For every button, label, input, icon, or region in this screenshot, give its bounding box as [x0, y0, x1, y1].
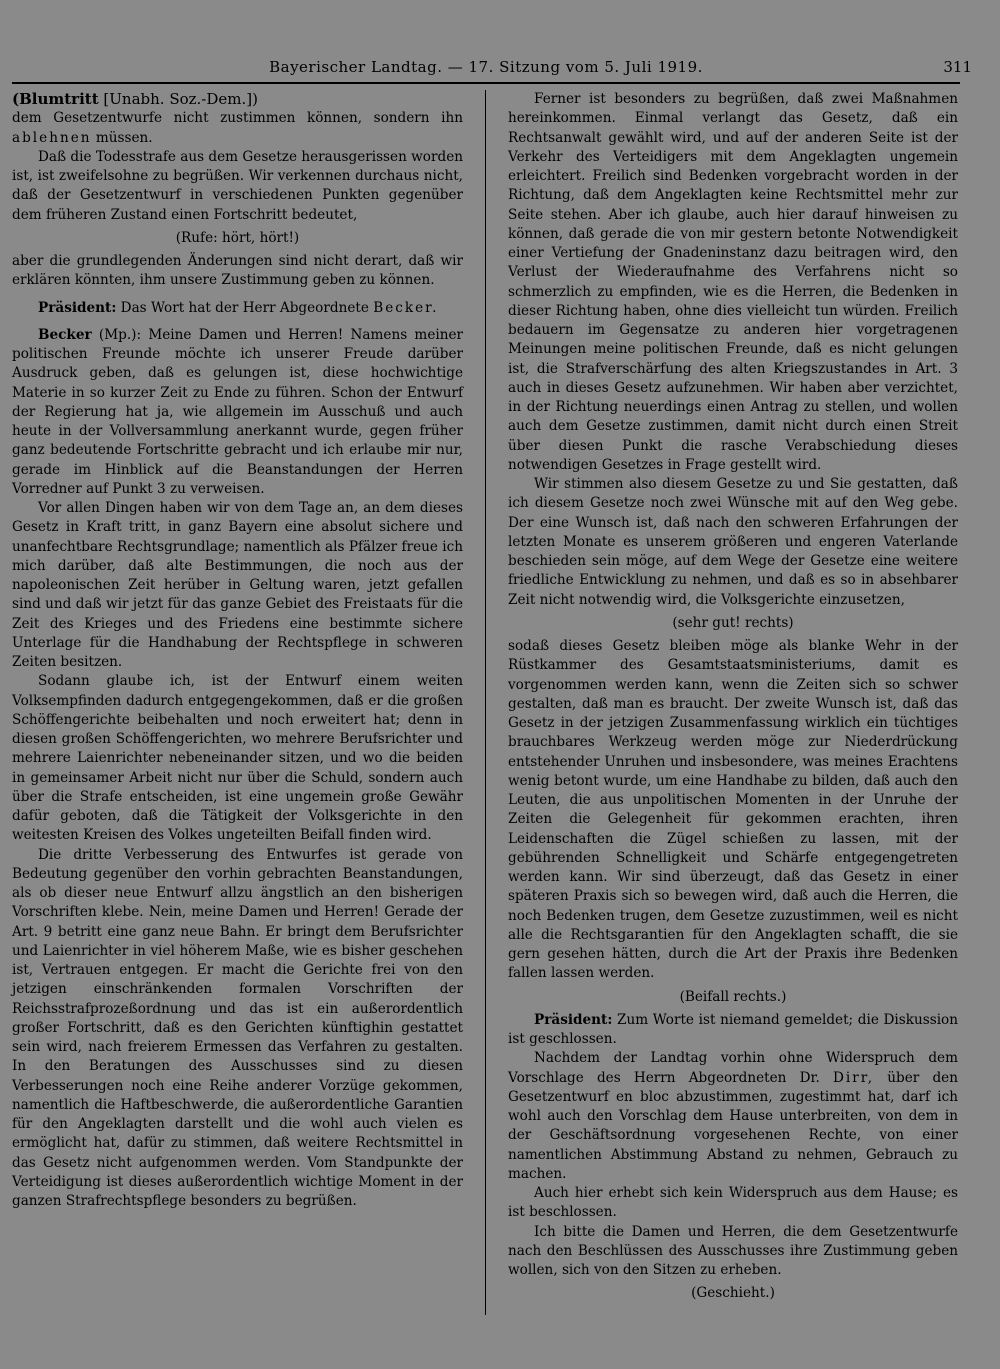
president-statement: Präsident: Zum Worte ist niemand gemeldet; die Diskussion ist geschlossen.	[508, 1011, 958, 1047]
speech-paragraph: Sodann glaube ich, ist der Entwurf einem weiten Volksempfinden dadurch entgegengekommen, daß er die großen Schöffengerichte beibehalten und noch erweitert hat; denn in diesen großen Schöffengerichten, wo mehrere Berufsrichter und mehrere Laienrichter nebeneinander sitzen, und wo die beiden in gemeinsamer Arbeit nicht nur über die Schuld, sondern auch über die Strafe entscheiden, ist eine ungemein große Gewähr dafür geboten, daß die Tätigkeit der Volksgerichte in den weitesten Kreisen des Volkes ungeteilten Beifall finden wird.	[12, 673, 463, 844]
paragraph: aber die grundlegenden Änderungen sind nicht derart, daß wir erklären könnten, ihm unsere Zustimmung geben zu können.	[12, 253, 463, 289]
interjection: (sehr gut! rechts)	[672, 614, 794, 631]
left-column	[12, 90, 463, 1211]
column-divider	[485, 90, 486, 1315]
member-name: Dirr,	[833, 1069, 875, 1086]
president-statement: Präsident: Das Wort hat der Herr Abgeordnete Becker.	[38, 299, 439, 316]
speaker-party: [Unabh. Soz.-Dem.])	[103, 90, 258, 108]
speaker-name: Präsident:	[38, 299, 117, 316]
paragraph: Nachdem der Landtag vorhin ohne Widerspruch dem Vorschlage des Herrn Abgeordneten Dr. Dirr, über den Gesetzentwurf en bloc abzustimmen, zugestimmt hat, darf ich wohl auch den Vorschlag dem Hause unterbreiten, von dem in der Geschäftsordnung vorgesehenen Rechte, von einer namentlichen Abstimmung Abstand zu nehmen, Gebrauch zu machen.	[508, 1050, 958, 1182]
speech-paragraph: Ferner ist besonders zu begrüßen, daß zwei Maßnahmen hereinkommen. Einmal verlangt das Gesetz, daß ein Rechtsanwalt gewählt wird, und auf der anderen Seite ist der Verkehr des Verteidigers mit dem Angeklagten ungemein erleichtert. Freilich sind Bedenken vorgebracht worden in der Richtung, daß dem Angeklagten keine Rechtsmittel mehr zur Seite stehen. Aber ich glaube, auch hier darauf hinweisen zu können, daß gerade die von mir gestern betonte Notwendigkeit einer Vertiefung der Gnadeninstanz dazu beitragen wird, den Verlust der Wiederaufnahme des Verfahrens nicht so schmerzlich zu empfinden, wie es die Herren, die Bedenken in dieser Richtung haben, ohne dies vielleicht tun würden. Freilich bedauern im Gegensatze zu anderen hier vorgetragenen Meinungen meine politischen Freunde, daß es nicht gelungen ist, die Strafverschärfung des alten Kriegszustandes in Art. 3 auch in dieses Gesetz aufzunehmen. Wir haben aber verzichtet, in der Richtung neuerdings einen Antrag zu stellen, und wollen auch dem Gesetze zustimmen, damit nicht durch einen Streit über diesen Punkt die rasche Verabschiedung dieses notwendigen Gesetzes in Frage gestellt wird.	[508, 91, 958, 473]
interjection: (Beifall rechts.)	[679, 988, 787, 1005]
speaker-name: Präsident:	[534, 1011, 613, 1028]
member-name: Becker.	[373, 299, 439, 316]
speaker-party: (Mp.):	[98, 326, 142, 343]
speech-paragraph: Die dritte Verbesserung des Entwurfes ist gerade von Bedeutung gegenüber den vorhin gebrachten Beanstandungen, als ob dieser neue Entwurf allzu ängstlich an den bisherigen Vorschriften klebe. Nein, meine Damen und Herren! Gerade der Art. 9 betritt eine ganz neue Bahn. Er bringt dem Berufsrichter und Laienrichter in viel höherem Maße, wie es bisher geschehen ist, Vertrauen entgegen. Er macht die Gerichte frei von den jetzigen einschränkenden formalen Vorschriften der Reichsstrafprozeßordnung und das ist ein außerordentlich großer Fortschritt, daß es den Gerichten künftighin gestattet sein wird, nach freierem Ermessen das Verfahren zu gestalten. In den Beratungen des Ausschusses sind zu diesen Verbesserungen noch eine Reihe anderer Vorzüge gekommen, namentlich die Haftbeschwerde, die außerordentliche Garantien für den Angeklagten darstellt und die wohl auch vielen es ermöglicht hat, dafür zu stimmen, daß weitere Rechtsmittel in das Gesetz nicht aufgenommen werden. Vom Standpunkte der Verteidigung ist dieses außerordentlich wichtige Moment in der ganzen Strafrechtspflege besonders zu begrüßen.	[12, 846, 463, 1209]
paragraph: dem Gesetzentwurfe nicht zustimmen können, sondern ihn ablehnen müssen.	[12, 110, 463, 146]
speech-paragraph: Vor allen Dingen haben wir von dem Tage an, an dem dieses Gesetz in Kraft tritt, in ganz Bayern eine absolut sichere und unanfechtbare Rechtsgrundlage; namentlich als Pfälzer freue ich mich darüber, daß alte Bestimmungen, die noch aus der napoleonischen Zeit herüber in Geltung waren, jetzt gefallen sind und daß wir jetzt für das ganze Gebiet des Freistaats für die Zeit des Krieges und des Friedens eine bestimmte sichere Unterlage für die Handhabung der Rechtspflege in schweren Zeiten besitzen.	[12, 500, 463, 670]
paragraph: Daß die Todesstrafe aus dem Gesetze herausgerissen worden ist, ist zweifelsohne zu begrüßen. Wir verkennen durchaus nicht, daß der Gesetzentwurf in verschiedenen Punkten gegenüber dem früheren Zustand einen Fortschritt bedeutet,	[12, 148, 463, 223]
interjection: (Rufe: hört, hört!)	[175, 229, 300, 246]
speaker-name: Becker	[38, 326, 92, 343]
emphasis: ablehnen	[12, 129, 92, 146]
paragraph: Auch hier erhebt sich kein Widerspruch aus dem Hause; es ist beschlossen.	[508, 1185, 958, 1221]
speech-paragraph: Wir stimmen also diesem Gesetze zu und Sie gestatten, daß ich diesem Gesetze noch zwei Wünsche mit auf den Weg gebe. Der eine Wunsch ist, daß nach den schweren Erfahrungen der letzten Monate es unserem größeren und engeren Vaterlande beschieden sein möge, auf dem Wege der Gesetze eine weitere friedliche Entwicklung zu nehmen, und daß es so in absehbarer Zeit nicht notwendig wird, die Volksgerichte einzusetzen,	[508, 476, 958, 608]
speaker-continuation	[12, 90, 463, 109]
speech-paragraph: Becker (Mp.): Meine Damen und Herren! Namens meiner politischen Freunde möchte ich unserer Freude darüber Ausdruck geben, daß es gelungen ist, diese hochwichtige Materie in so kurzer Zeit zu Ende zu führen. Schon der Entwurf der Regierung hat ja, wie allgemein im Ausschuß und auch heute in der Vollversammlung anerkannt wurde, gegen früher ganz bedeutende Fortschritte gebracht und ich erlaube mir nur, gerade im Hinblick auf die Beanstandungen der Herren Vorredner auf Punkt 3 zu verweisen.	[12, 326, 464, 497]
speech-paragraph: sodaß dieses Gesetz bleiben möge als blanke Wehr in der Rüstkammer des Gesamtstaatsministeriums, damit es vorgenommen werden kann, wenn die Zeiten sich so schwer gestalten, daß man es braucht. Der zweite Wunsch ist, daß das Gesetz in der jetzigen Zusammenfassung wirklich ein tüchtiges brauchbares Werkzeug werden möge zur Niederdrückung entstehender Unruhen und insbesondere, was meines Erachtens wenig betont wurde, um eine Handhabe zu bilden, daß auch den Leuten, die aus unpolitischen Momenten in der Unruhe der Zeiten die Gelegenheit für gekommen erachten, ihren Leidenschaften die Zügel schießen zu lassen, mit der gebührenden Schnelligkeit und Schärfe entgegengetreten werden kann. Wir sind überzeugt, daß das Gesetz in einer späteren Praxis sich so bewegen wird, daß auch die Herren, die noch Bedenken trugen, dem Gesetze zuzustimmen, weil es nicht alle die Rechtsgarantien für den Angeklagten schafft, die sie gern gesehen hätten, durch die Art der Praxis ihre Bedenken fallen lassen werden.	[508, 638, 958, 982]
speaker-name: (Blumtritt	[12, 90, 99, 108]
interjection: (Geschieht.)	[691, 1285, 775, 1302]
right-column	[508, 90, 958, 1304]
running-title: Bayerischer Landtag. — 17. Sitzung vom 5. Juli 1919.	[269, 58, 703, 76]
page-header	[12, 56, 972, 84]
paragraph: Ich bitte die Damen und Herren, die dem Gesetzentwurfe nach den Beschlüssen des Ausschusses ihre Zustimmung geben wollen, sich von den Sitzen zu erheben.	[508, 1223, 958, 1278]
page-number: 311	[943, 58, 972, 76]
